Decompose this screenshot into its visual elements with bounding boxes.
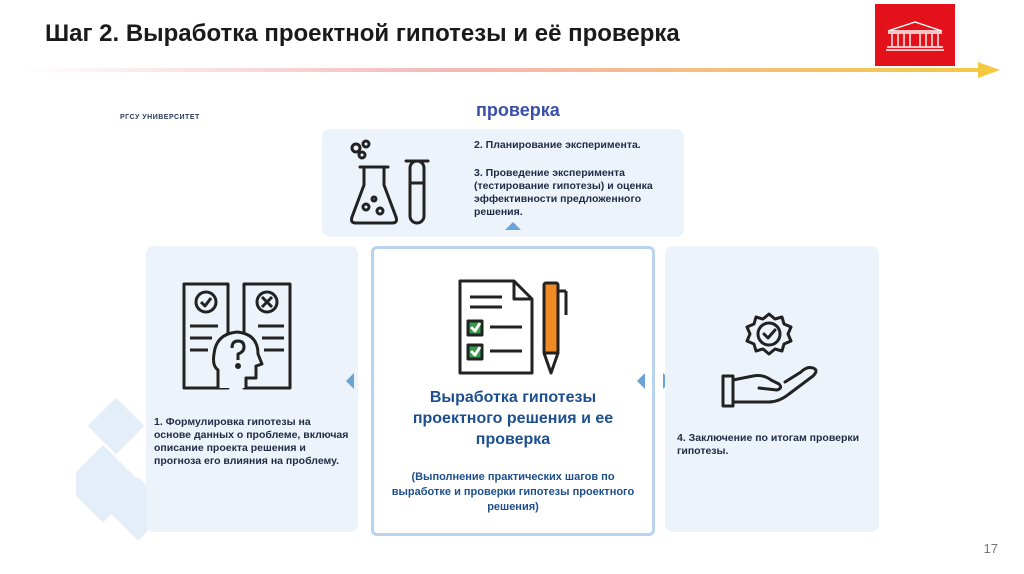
checklist-icon — [454, 275, 574, 379]
flask-icon — [346, 139, 436, 227]
right-card — [665, 246, 879, 532]
page-title: Шаг 2. Выработка проектной гипотезы и её проверка — [45, 20, 680, 47]
hypothesis-head-icon — [182, 282, 294, 394]
left-card — [146, 246, 358, 532]
center-card — [371, 246, 655, 536]
diagram-slide — [76, 96, 976, 548]
step-2-text: 2. Планирование эксперимента. — [474, 139, 641, 151]
title-arrow-divider — [20, 62, 1000, 78]
brand-label: РГСУ УНИВЕРСИТЕТ — [120, 114, 200, 121]
award-hand-icon — [719, 310, 823, 410]
page-number: 17 — [983, 541, 998, 556]
cut-heading: проверка — [476, 100, 560, 120]
center-subtitle: (Выполнение практических шагов по выработке и проверки гипотезы проектного решения) — [391, 471, 635, 513]
step-3-text: 3. Проведение эксперимента (тестирование гипотезы) и оценка эффективности предложенного решения. — [474, 167, 653, 218]
top-card — [322, 129, 684, 237]
building-icon — [884, 17, 946, 53]
university-logo — [875, 4, 955, 66]
step-4-text: 4. Заключение по итогам проверки гипотезы. — [677, 432, 860, 457]
step-1-text: 1. Формулировка гипотезы на основе данных о проблеме, включая описание проекта решения и прогноза его влияния на проблему. — [154, 416, 349, 467]
connector-arrows-top — [505, 222, 521, 244]
center-title: Выработка гипотезы проектного решения и ее проверка — [412, 389, 614, 448]
pencil-icon — [544, 283, 566, 373]
